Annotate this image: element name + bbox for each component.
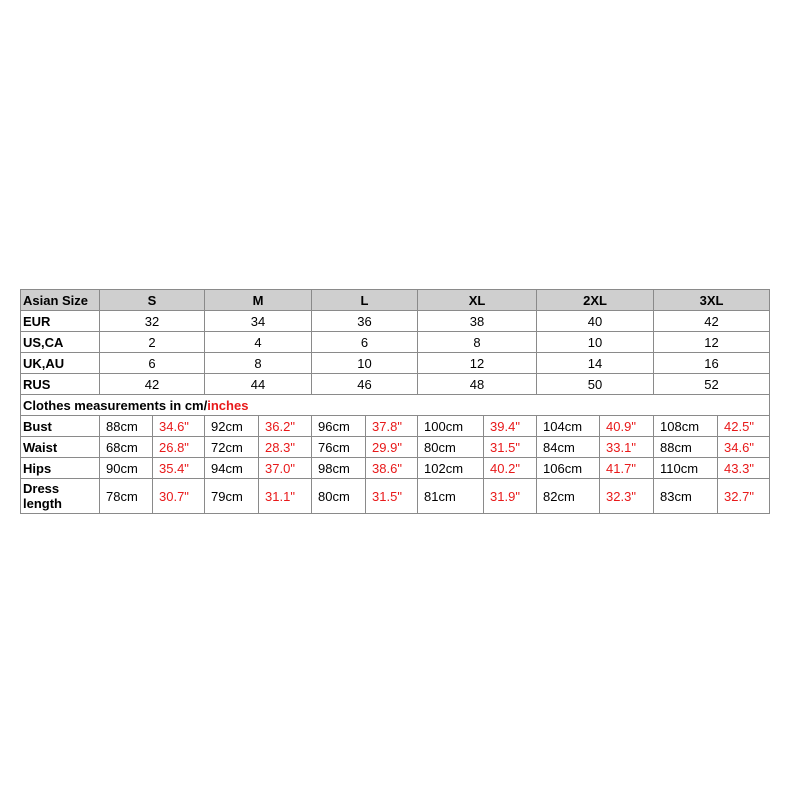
measurement-cm: 106cm xyxy=(537,458,600,479)
conversion-value: 10 xyxy=(312,353,418,374)
measurement-cm: 96cm xyxy=(312,416,366,437)
measurement-inches: 34.6" xyxy=(718,437,770,458)
conversion-value: 12 xyxy=(418,353,537,374)
measurement-inches: 33.1" xyxy=(600,437,654,458)
measurement-inches: 31.5" xyxy=(366,479,418,514)
conversion-value: 42 xyxy=(100,374,205,395)
measurement-cm: 79cm xyxy=(205,479,259,514)
measurement-cm: 110cm xyxy=(654,458,718,479)
measurement-cm: 88cm xyxy=(654,437,718,458)
measurement-cm: 78cm xyxy=(100,479,153,514)
conversion-value: 10 xyxy=(537,332,654,353)
measurement-cm: 81cm xyxy=(418,479,484,514)
size-chart-table xyxy=(20,289,770,514)
measurement-label: Hips xyxy=(21,458,100,479)
section-row xyxy=(21,395,770,416)
measurement-inches: 38.6" xyxy=(366,458,418,479)
conversion-value: 2 xyxy=(100,332,205,353)
conversion-value: 48 xyxy=(418,374,537,395)
conversion-label: US,CA xyxy=(21,332,100,353)
measurement-cm: 82cm xyxy=(537,479,600,514)
conversion-value: 36 xyxy=(312,311,418,332)
measurement-inches: 26.8" xyxy=(153,437,205,458)
measurement-cm: 104cm xyxy=(537,416,600,437)
measurement-cm: 84cm xyxy=(537,437,600,458)
measurement-row xyxy=(21,458,770,479)
measurement-inches: 32.7" xyxy=(718,479,770,514)
size-header-l: L xyxy=(312,290,418,311)
conversion-value: 4 xyxy=(205,332,312,353)
conversion-value: 38 xyxy=(418,311,537,332)
measurement-inches: 30.7" xyxy=(153,479,205,514)
size-header-3xl: 3XL xyxy=(654,290,770,311)
measurement-inches: 36.2" xyxy=(259,416,312,437)
measurement-row xyxy=(21,416,770,437)
header-label: Asian Size xyxy=(21,290,100,311)
measurement-inches: 37.0" xyxy=(259,458,312,479)
header-row xyxy=(21,290,770,311)
section-heading-text: Clothes measurements in cm/ xyxy=(23,397,208,413)
measurement-inches: 37.8" xyxy=(366,416,418,437)
conversion-row xyxy=(21,353,770,374)
measurement-inches: 28.3" xyxy=(259,437,312,458)
measurement-cm: 72cm xyxy=(205,437,259,458)
measurement-cm: 76cm xyxy=(312,437,366,458)
measurement-cm: 102cm xyxy=(418,458,484,479)
size-header-xl: XL xyxy=(418,290,537,311)
conversion-label: UK,AU xyxy=(21,353,100,374)
measurement-cm: 83cm xyxy=(654,479,718,514)
conversion-value: 14 xyxy=(537,353,654,374)
measurement-cm: 94cm xyxy=(205,458,259,479)
size-header-2xl: 2XL xyxy=(537,290,654,311)
measurement-cm: 90cm xyxy=(100,458,153,479)
section-heading-inches: inches xyxy=(207,397,249,413)
conversion-value: 34 xyxy=(205,311,312,332)
conversion-row xyxy=(21,311,770,332)
conversion-value: 42 xyxy=(654,311,770,332)
measurement-inches: 40.9" xyxy=(600,416,654,437)
size-header-s: S xyxy=(100,290,205,311)
measurement-inches: 32.3" xyxy=(600,479,654,514)
conversion-value: 16 xyxy=(654,353,770,374)
measurement-inches: 31.1" xyxy=(259,479,312,514)
measurement-inches: 29.9" xyxy=(366,437,418,458)
measurement-label: Waist xyxy=(21,437,100,458)
measurement-row xyxy=(21,479,770,514)
size-chart-body xyxy=(21,290,770,514)
measurement-cm: 88cm xyxy=(100,416,153,437)
conversion-value: 46 xyxy=(312,374,418,395)
conversion-label: EUR xyxy=(21,311,100,332)
conversion-value: 32 xyxy=(100,311,205,332)
measurement-inches: 35.4" xyxy=(153,458,205,479)
measurement-cm: 98cm xyxy=(312,458,366,479)
measurement-cm: 108cm xyxy=(654,416,718,437)
measurement-cm: 92cm xyxy=(205,416,259,437)
measurement-inches: 39.4" xyxy=(484,416,537,437)
conversion-label: RUS xyxy=(21,374,100,395)
measurement-inches: 43.3" xyxy=(718,458,770,479)
conversion-value: 8 xyxy=(418,332,537,353)
measurement-inches: 34.6" xyxy=(153,416,205,437)
conversion-row xyxy=(21,332,770,353)
conversion-value: 8 xyxy=(205,353,312,374)
conversion-value: 6 xyxy=(100,353,205,374)
measurement-cm: 100cm xyxy=(418,416,484,437)
measurement-row xyxy=(21,437,770,458)
conversion-value: 40 xyxy=(537,311,654,332)
measurement-label: Dress length xyxy=(21,479,100,514)
section-heading xyxy=(21,395,770,416)
measurement-cm: 68cm xyxy=(100,437,153,458)
measurement-cm: 80cm xyxy=(418,437,484,458)
measurement-inches: 31.5" xyxy=(484,437,537,458)
size-header-m: M xyxy=(205,290,312,311)
measurement-inches: 40.2" xyxy=(484,458,537,479)
measurement-inches: 31.9" xyxy=(484,479,537,514)
conversion-value: 50 xyxy=(537,374,654,395)
conversion-value: 12 xyxy=(654,332,770,353)
measurement-cm: 80cm xyxy=(312,479,366,514)
measurement-inches: 41.7" xyxy=(600,458,654,479)
measurement-inches: 42.5" xyxy=(718,416,770,437)
measurement-label: Bust xyxy=(21,416,100,437)
conversion-value: 52 xyxy=(654,374,770,395)
conversion-row xyxy=(21,374,770,395)
conversion-value: 44 xyxy=(205,374,312,395)
conversion-value: 6 xyxy=(312,332,418,353)
